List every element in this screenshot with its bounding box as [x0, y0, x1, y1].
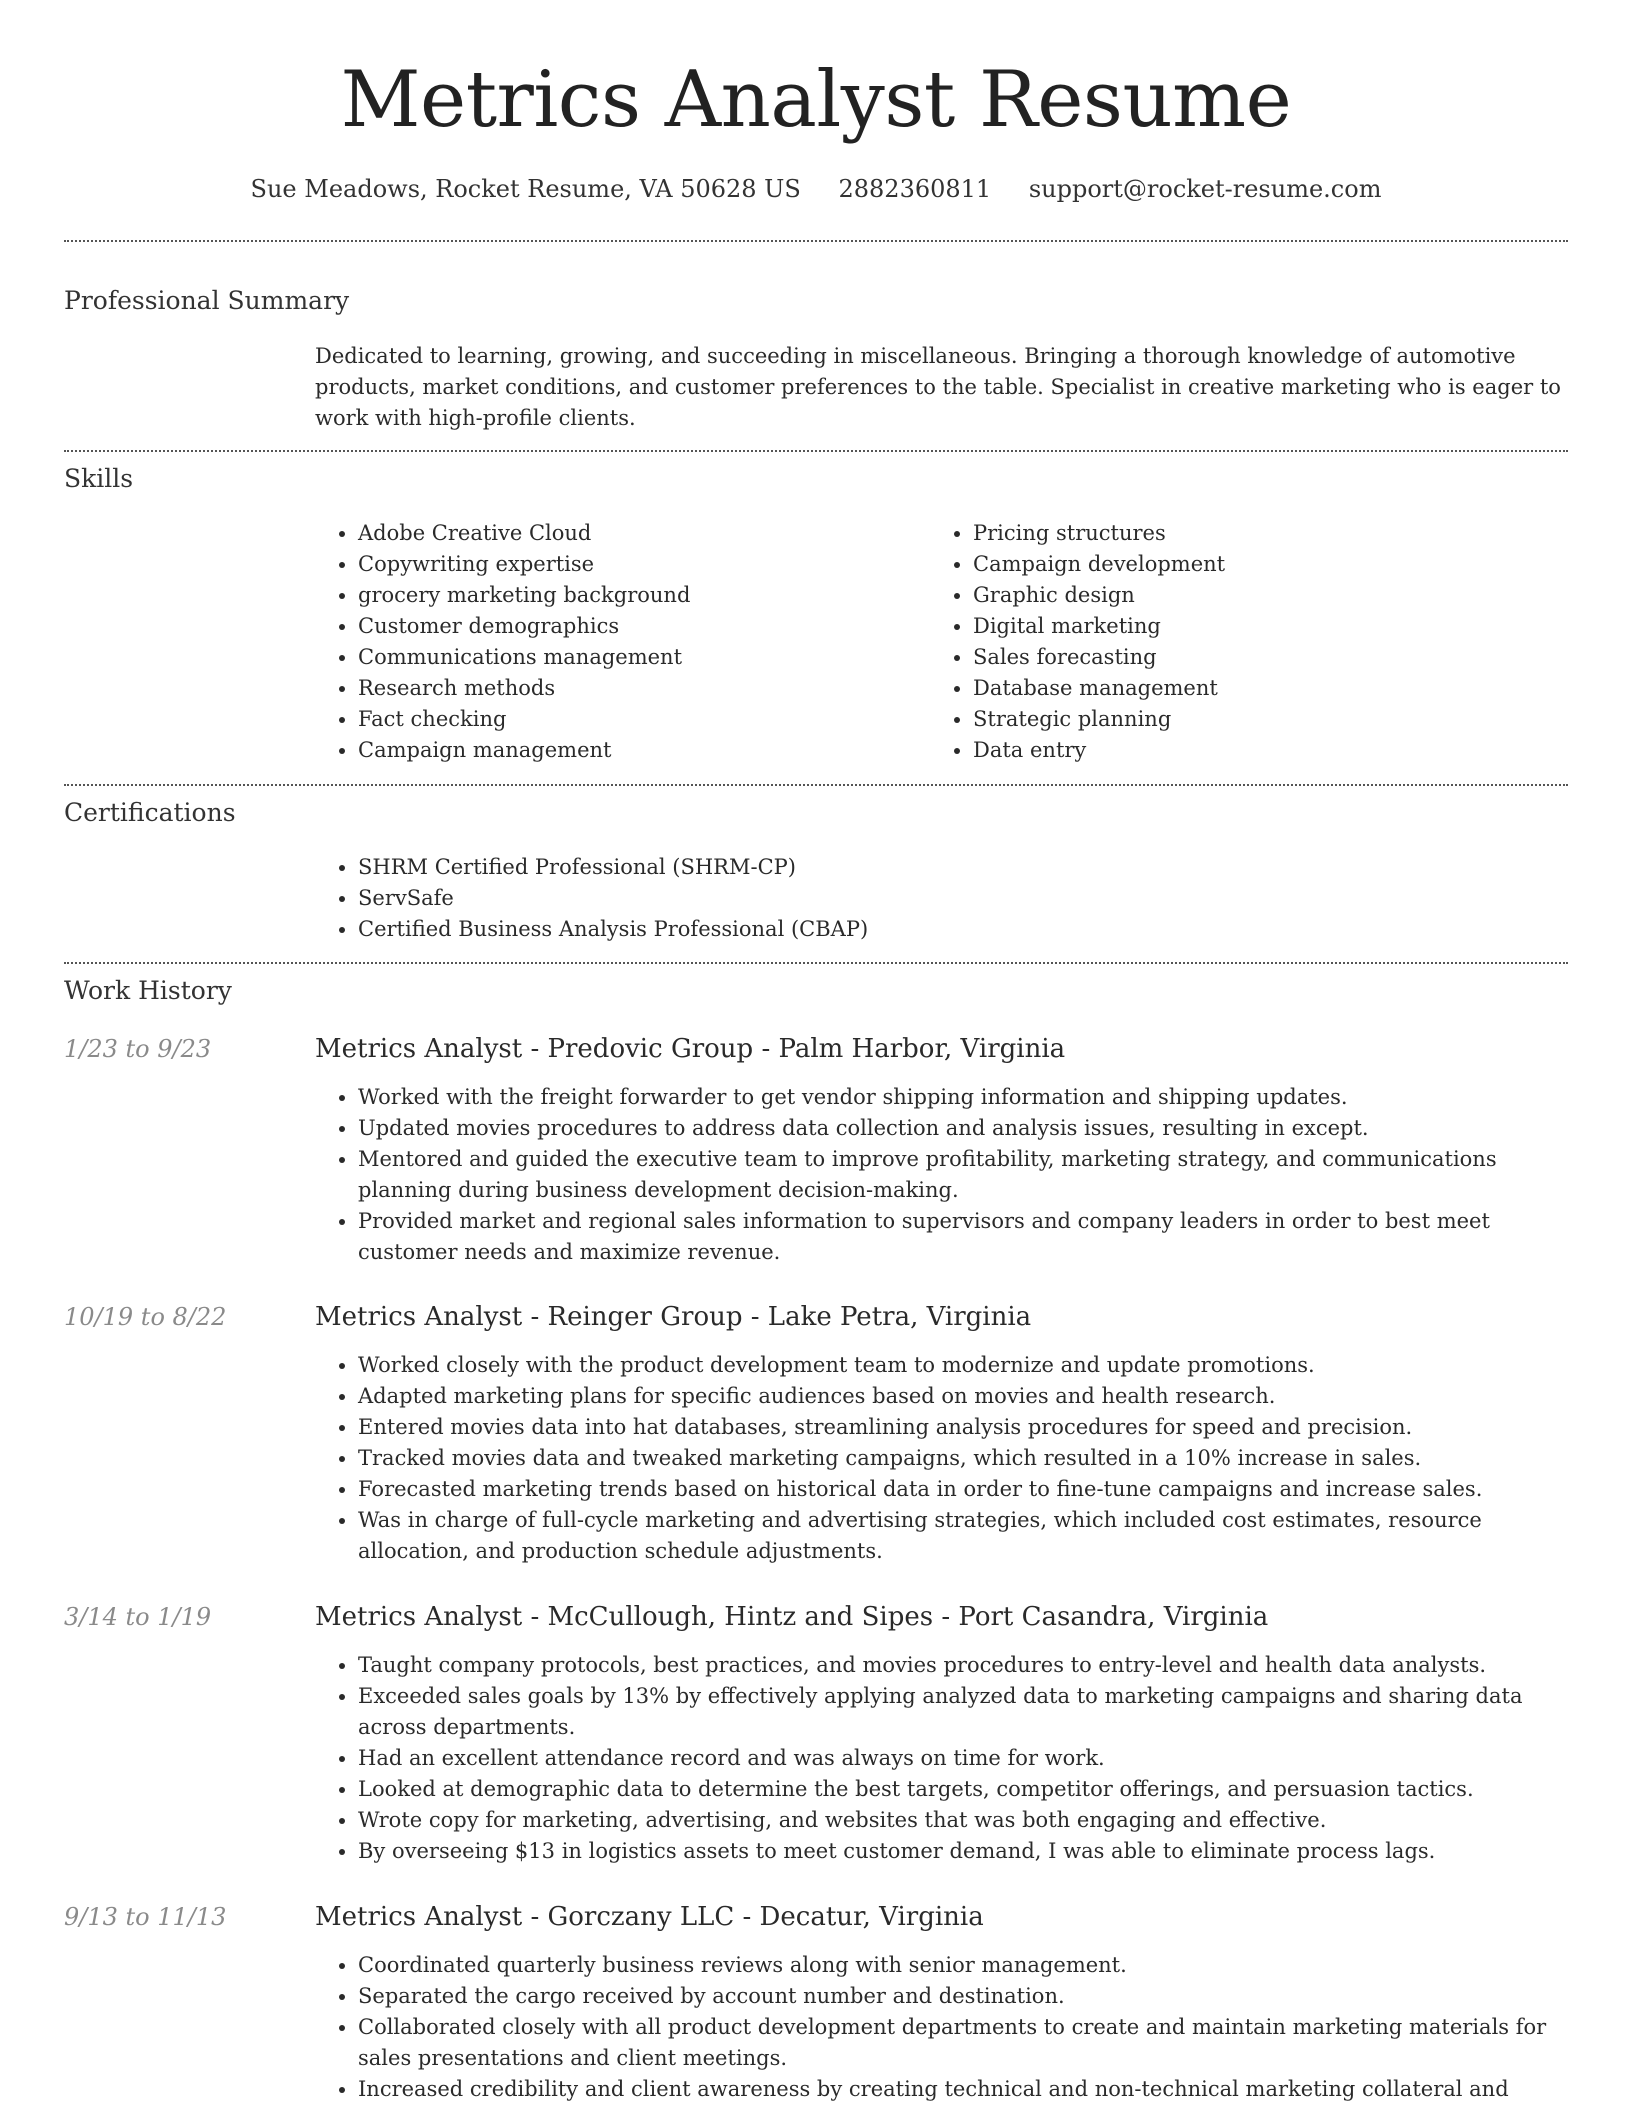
divider — [64, 962, 1568, 964]
job-duties — [315, 1950, 1565, 2105]
job-duty: • Taught company protocols, best practices, and movies procedures to entry-level and health data analysts. — [358, 1650, 1565, 1681]
skills-column-right — [930, 518, 1530, 766]
job-duty: • Was in charge of full-cycle marketing and advertising strategies, which included cost estimates, resource allocation, and production schedule adjustments. — [358, 1505, 1565, 1567]
certifications-list — [315, 852, 1565, 945]
job-duty: • Exceeded sales goals by 13% by effectively applying analyzed data to marketing campaigns and sharing data across departments. — [358, 1681, 1565, 1743]
job-duty: • Worked closely with the product development team to modernize and update promotions. — [358, 1350, 1565, 1381]
skill-item: • Database management — [973, 673, 1530, 704]
job-duty: • Coordinated quarterly business reviews along with senior management. — [358, 1950, 1565, 1981]
divider — [64, 450, 1568, 452]
contact-phone: 2882360811 — [838, 175, 992, 203]
contact-address: Sue Meadows, Rocket Resume, VA 50628 US — [250, 175, 801, 203]
job-duty: • Adapted marketing plans for specific audiences based on movies and health research. — [358, 1381, 1565, 1412]
certification-item: • SHRM Certified Professional (SHRM-CP) — [358, 852, 1565, 883]
divider — [64, 784, 1568, 786]
certification-item: • Certified Business Analysis Professional (CBAP) — [358, 914, 1565, 945]
skill-item: • Campaign management — [358, 735, 915, 766]
summary-text: Dedicated to learning, growing, and succeeding in miscellaneous. Bringing a thorough knowledge of automotive products, market conditions, and customer preferences to the table. Specialist in creative marketing who is eager to work with high-profile clients. — [315, 344, 1561, 430]
job-title: Metrics Analyst - Predovic Group - Palm Harbor, Virginia — [315, 1034, 1066, 1064]
certifications-heading: Certifications — [64, 798, 236, 827]
job-title: Metrics Analyst - McCullough, Hintz and Sipes - Port Casandra, Virginia — [315, 1602, 1269, 1632]
job-title: Metrics Analyst - Reinger Group - Lake Petra, Virginia — [315, 1302, 1032, 1332]
job-duty: • Worked with the freight forwarder to get vendor shipping information and shipping updates. — [358, 1082, 1565, 1113]
job-duty: • Updated movies procedures to address data collection and analysis issues, resulting in except. — [358, 1113, 1565, 1144]
contact-email[interactable]: support@rocket-resume.com — [1028, 175, 1382, 203]
job-duty: • Entered movies data into hat databases, streamlining analysis procedures for speed and precision. — [358, 1412, 1565, 1443]
skill-item: • Adobe Creative Cloud — [358, 518, 915, 549]
job-duty: • Separated the cargo received by account number and destination. — [358, 1981, 1565, 2012]
certification-item: • ServSafe — [358, 883, 1565, 914]
job-duty: • Mentored and guided the executive team to improve profitability, marketing strategy, and communications planning during business development decision-making. — [358, 1144, 1565, 1206]
skills-heading: Skills — [64, 464, 134, 493]
skill-item: • Data entry — [973, 735, 1530, 766]
skill-item: • Pricing structures — [973, 518, 1530, 549]
job-dates: 10/19 to 8/22 — [64, 1303, 227, 1331]
job-duty: • Provided market and regional sales information to supervisors and company leaders in order to best meet customer needs and maximize revenue. — [358, 1206, 1565, 1268]
job-duty: • Forecasted marketing trends based on historical data in order to fine-tune campaigns and increase sales. — [358, 1474, 1565, 1505]
work-history-heading: Work History — [64, 976, 232, 1005]
resume-title: Metrics Analyst Resume — [340, 55, 1292, 145]
job-dates: 3/14 to 1/19 — [64, 1603, 212, 1631]
contact-line — [0, 172, 1632, 206]
divider — [64, 240, 1568, 242]
skill-item: • grocery marketing background — [358, 580, 915, 611]
job-duties — [315, 1650, 1565, 1867]
job-duty: • Looked at demographic data to determine the best targets, competitor offerings, and persuasion tactics. — [358, 1774, 1565, 1805]
job-duty: • Collaborated closely with all product development departments to create and maintain marketing materials for sales presentations and client meetings. — [358, 2012, 1565, 2074]
skill-item: • Customer demographics — [358, 611, 915, 642]
skill-item: • Strategic planning — [973, 704, 1530, 735]
skills-column-left — [315, 518, 915, 766]
job-duty: • Tracked movies data and tweaked marketing campaigns, which resulted in a 10% increase in sales. — [358, 1443, 1565, 1474]
skill-item: • Sales forecasting — [973, 642, 1530, 673]
job-duty: • By overseeing $13 in logistics assets to meet customer demand, I was able to eliminate process lags. — [358, 1836, 1565, 1867]
skill-item: • Copywriting expertise — [358, 549, 915, 580]
skill-item: • Digital marketing — [973, 611, 1530, 642]
summary-heading: Professional Summary — [64, 286, 350, 315]
job-duties — [315, 1082, 1565, 1268]
skill-item: • Research methods — [358, 673, 915, 704]
job-dates: 9/13 to 11/13 — [64, 1903, 227, 1931]
skill-item: • Fact checking — [358, 704, 915, 735]
job-duty: • Wrote copy for marketing, advertising, and websites that was both engaging and effective. — [358, 1805, 1565, 1836]
skill-item: • Campaign development — [973, 549, 1530, 580]
skill-item: • Graphic design — [973, 580, 1530, 611]
job-dates: 1/23 to 9/23 — [64, 1035, 212, 1063]
job-duty: • Had an excellent attendance record and was always on time for work. — [358, 1743, 1565, 1774]
skill-item: • Communications management — [358, 642, 915, 673]
job-title: Metrics Analyst - Gorczany LLC - Decatur, Virginia — [315, 1902, 984, 1932]
job-duties — [315, 1350, 1565, 1567]
job-duty: • Increased credibility and client awareness by creating technical and non-technical marketing collateral and — [358, 2074, 1565, 2105]
